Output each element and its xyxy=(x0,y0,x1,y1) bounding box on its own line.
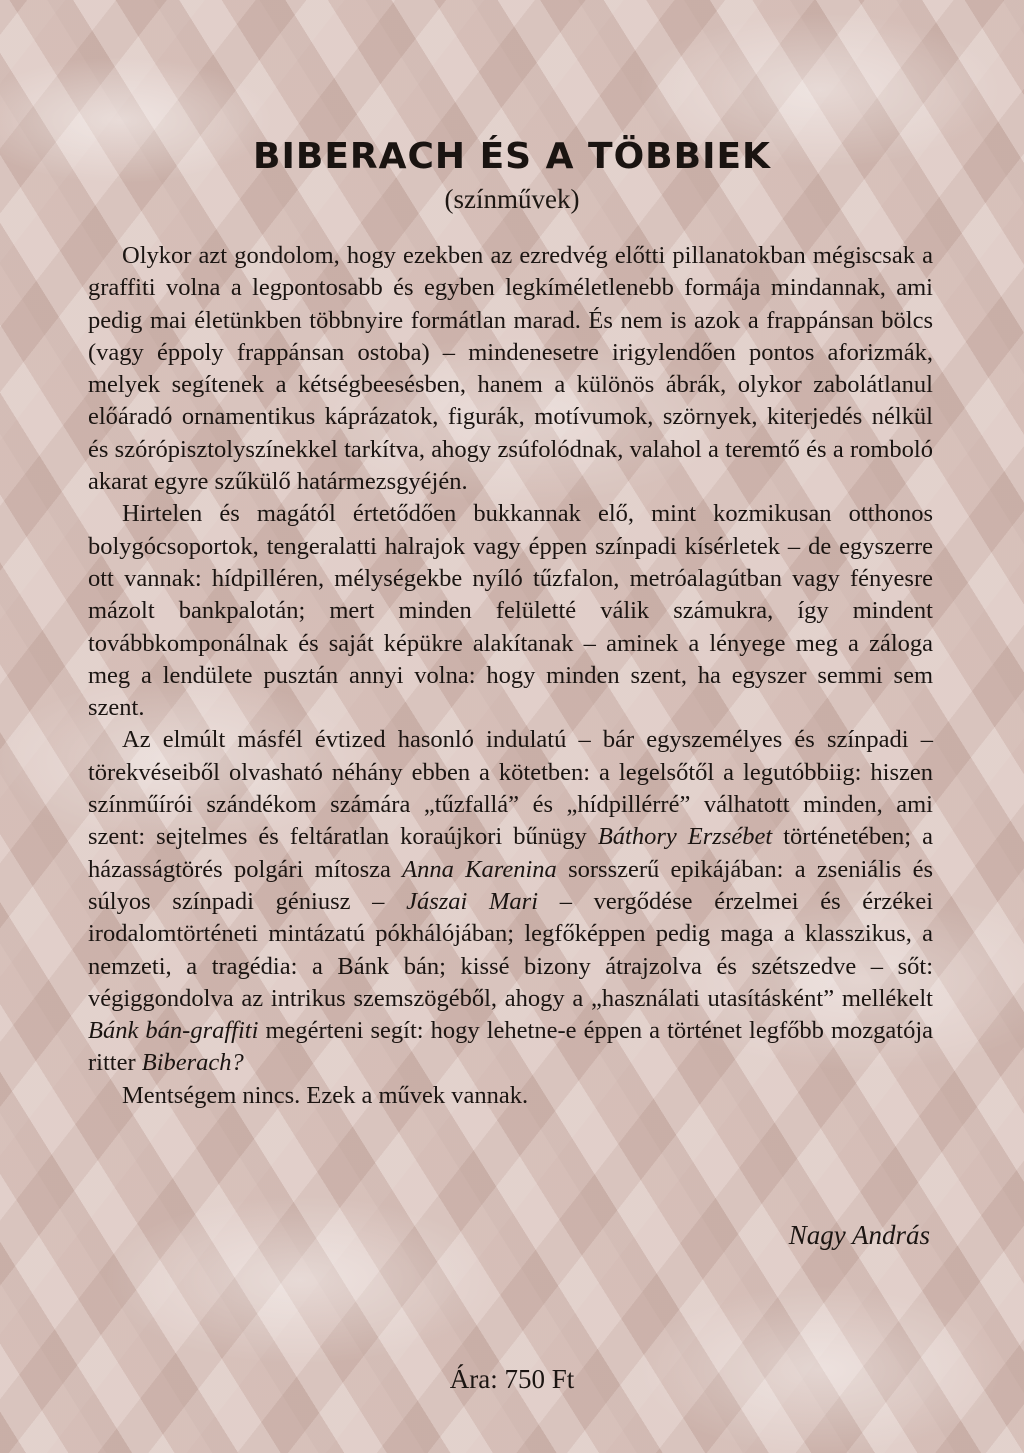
paragraph-3-text-a: Az elmúlt másfél évtized hasonló indulatú – bár egyszemélyes és színpadi – törekvéseiből olvasható néhány ebben a kötetben: a legelsőtől a legutóbbiig: hiszen színműírói szándékom számára „tűzfallá” és „hídpillérré” válhatott minden, ami szent: sejtelmes és feltáratlan koraújkori bűnügy xyxy=(88,726,933,851)
work-title-anna-karenina: Anna Karenina xyxy=(402,855,557,883)
paragraph-3-text-b: történetében; a házasságtörés polgári mítosza xyxy=(88,823,933,883)
character-name-biberach: Biberach? xyxy=(141,1049,244,1077)
paragraph-1 xyxy=(88,240,933,498)
paragraph-1-text: Olykor azt gondolom, hogy ezekben az ezredvég előtti pillanatokban mégiscsak a graffiti volna a legpontosabb és egyben legkíméletlenebb formája mindannak, ami pedig mai életünkben többnyire formátlan marad. És nem is azok a frappánsan bölcs (vagy éppoly frappánsan ostoba) – mindenesetre irigylendően pontos aforizmák, melyek segítenek a kétségbeesésben, hanem a különös ábrák, olykor zabolátlanul előáradó ornamentikus káprázatok, figurák, motívumok, szörnyek, kiterjedés nélkül és szórópisztolyszínekkel tarkítva, ahogy zsúfolódnak, valahol a teremtő és a romboló akarat egyre szűkülő határmezsgyéjén. xyxy=(88,242,933,496)
paragraph-3-text-d: – vergődése érzelmei és érzékei irodalomtörténeti mintázatú pókhálójában; legfőképpen pedig maga a klasszikus, a nemzeti, a tragédia: a Bánk bán; kissé bizony átrajzolva és szétszedve – sőt: végiggondolva az intrikus szemszögéből, ahogy a „használati utasításként” mellékelt xyxy=(88,887,934,1012)
paragraph-3 xyxy=(88,724,933,1079)
work-title-bathory: Báthory Erzsébet xyxy=(597,823,773,851)
blurb-text xyxy=(88,240,933,1112)
paragraph-4-text: Mentségem nincs. Ezek a művek vannak. xyxy=(122,1081,529,1109)
work-title-jaszai-mari: Jászai Mari xyxy=(406,887,539,915)
paragraph-3-text-c: sorsszerű epikájában: a zseniális és súlyos színpadi géniusz – xyxy=(88,855,933,915)
paragraph-4 xyxy=(88,1080,933,1112)
work-title-bank-ban-graffiti: Bánk bán-graffiti xyxy=(88,1017,259,1045)
paragraph-2-text: Hirtelen és magától értetődően bukkannak elő, mint kozmikusan otthonos bolygócsoportok, tengeralatti halrajok vagy éppen színpadi kísérletek – de egyszerre ott vannak: hídpilléren, mélységekbe nyíló tűzfalon, metróalagútban vagy fényesre mázolt bankpalotán; mert minden felületté válik számukra, így mindent továbbkomponálnak és saját képükre alakítanak – aminek a lényege meg a záloga meg a lendülete pusztán annyi volna: hogy minden szent, ha egyszer semmi sem szent. xyxy=(88,500,933,722)
book-title: BIBERACH ÉS A TÖBBIEK xyxy=(253,136,771,177)
price-label: Ára: 750 Ft xyxy=(449,1364,575,1394)
paragraph-3-text-e: megérteni segít: hogy lehetne-e éppen a történet legfőbb mozgatója ritter xyxy=(88,1017,933,1077)
book-subtitle: (színművek) xyxy=(444,184,580,214)
paragraph-2 xyxy=(88,498,933,724)
author-signature: Nagy András xyxy=(788,1220,930,1250)
